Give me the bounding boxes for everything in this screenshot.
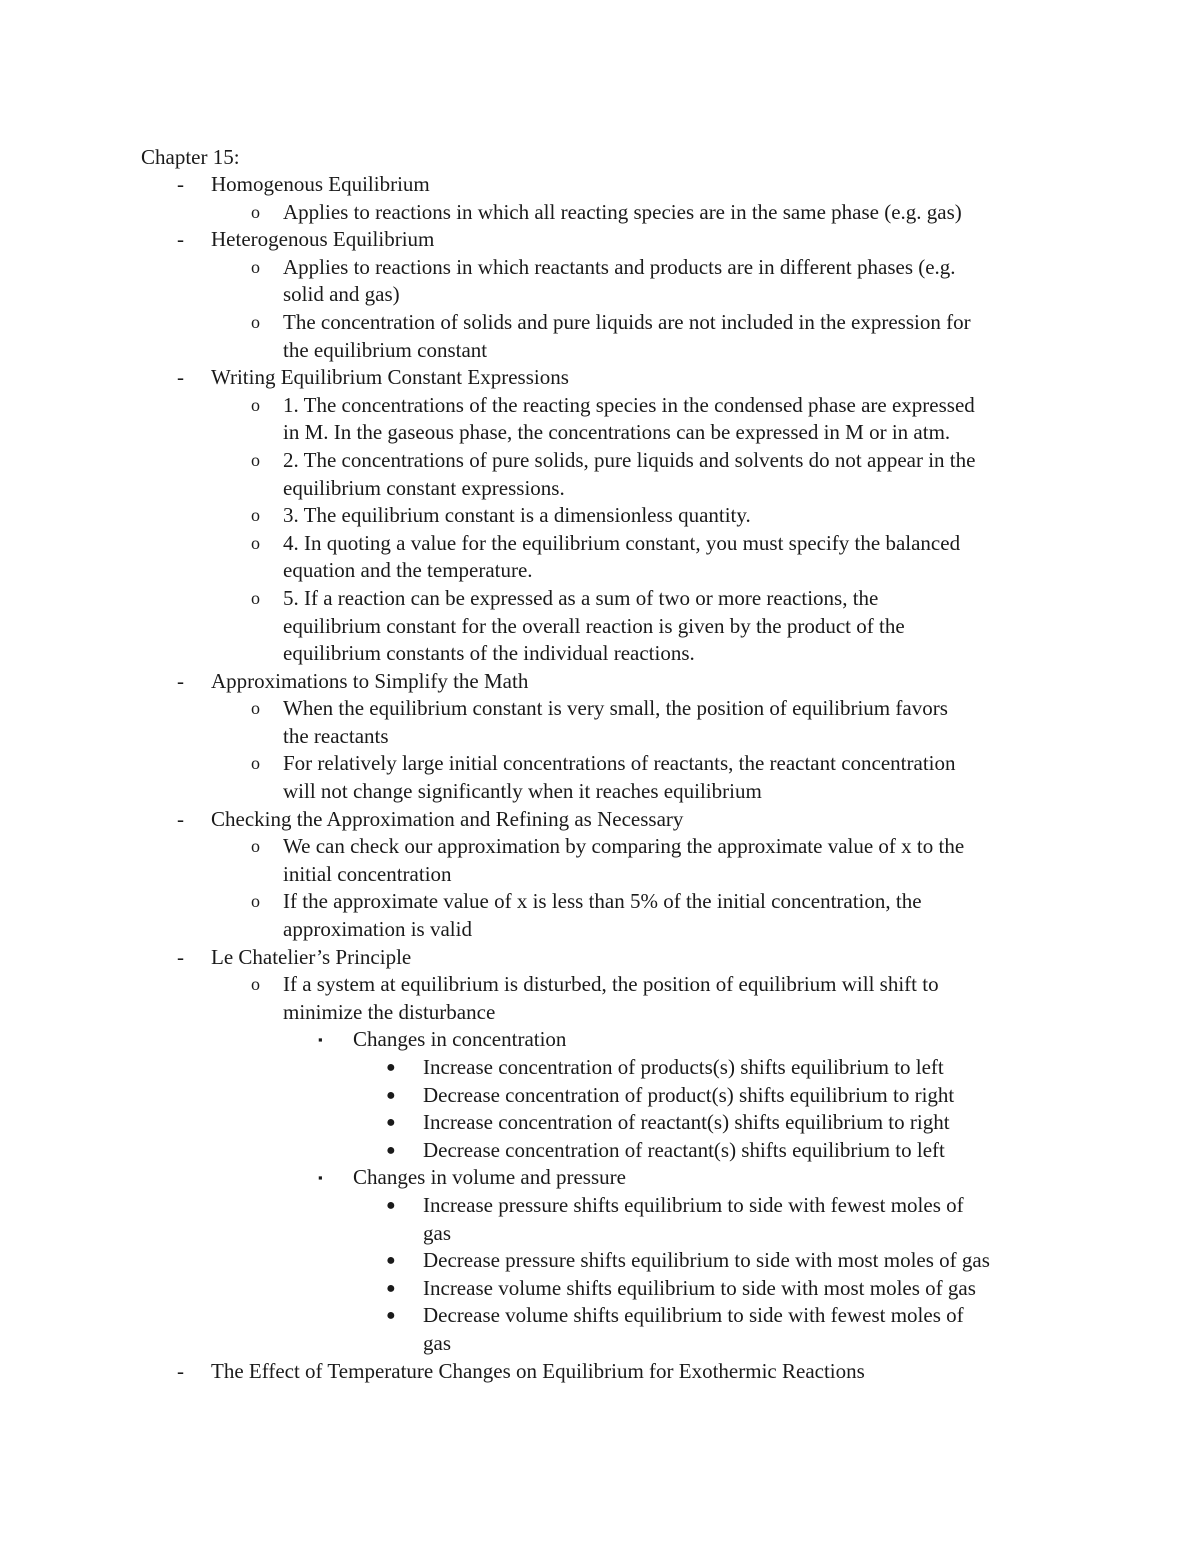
outline-item-level-2 — [0, 778, 1200, 806]
outline-item-text: For relatively large initial concentrations of reactants, the reactant concentration — [283, 751, 956, 776]
outline-item-level-2 — [0, 723, 1200, 751]
outline-item-level-3 — [0, 1164, 1200, 1192]
outline-item-level-2 — [0, 916, 1200, 944]
outline-item-level-2 — [0, 833, 1200, 861]
outline-item-text: minimize the disturbance — [283, 999, 496, 1024]
dash-bullet: - — [177, 668, 184, 693]
outline-item-level-1 — [0, 1358, 1200, 1386]
outline-item-text: the equilibrium constant — [283, 337, 488, 362]
circle-bullet-icon: o — [251, 394, 260, 415]
outline-item-level-4 — [0, 1275, 1200, 1303]
outline-item-level-2 — [0, 585, 1200, 613]
outline-item-text: The Effect of Temperature Changes on Equilibrium for Exothermic Reactions — [211, 1358, 865, 1383]
outline-item-level-4 — [0, 1109, 1200, 1137]
outline-item-level-1 — [0, 226, 1200, 254]
outline-item-text: If a system at equilibrium is disturbed, the position of equilibrium will shift to — [283, 972, 939, 997]
outline-item-level-2 — [0, 309, 1200, 337]
outline-item-text: initial concentration — [283, 861, 452, 886]
outline-item-text: Increase concentration of products(s) shifts equilibrium to left — [423, 1055, 944, 1079]
circle-bullet-icon: o — [251, 753, 260, 774]
outline-item-level-4 — [0, 1137, 1200, 1165]
outline-item-level-2 — [0, 750, 1200, 778]
outline-item-text: equilibrium constant expressions. — [283, 475, 565, 500]
outline-item-level-2 — [0, 502, 1200, 530]
outline-item-text: 1. The concentrations of the reacting species in the condensed phase are expressed — [283, 392, 975, 417]
outline-item-level-4 — [0, 1082, 1200, 1110]
circle-bullet-icon: o — [251, 587, 260, 608]
outline-item-text: Approximations to Simplify the Math — [211, 668, 529, 693]
outline-item-text: Heterogenous Equilibrium — [211, 227, 435, 252]
outline-item-text: equation and the temperature. — [283, 558, 533, 583]
outline-item-level-2 — [0, 337, 1200, 365]
outline-list — [0, 171, 1200, 1385]
outline-item-text: When the equilibrium constant is very small, the position of equilibrium favors — [283, 696, 948, 721]
outline-item-text: equilibrium constants of the individual reactions. — [283, 641, 695, 666]
outline-item-text: approximation is valid — [283, 917, 472, 942]
dash-bullet: - — [177, 1358, 184, 1383]
outline-item-text: Decrease concentration of product(s) shifts equilibrium to right — [423, 1082, 955, 1107]
outline-item-text: 2. The concentrations of pure solids, pure liquids and solvents do not appear in the — [283, 447, 976, 472]
chapter-heading: Chapter 15: — [141, 145, 240, 169]
outline-item-text: We can check our approximation by comparing the approximate value of x to the — [283, 834, 965, 859]
outline-item-level-4 — [0, 1192, 1200, 1220]
outline-item-text: Applies to reactions in which all reacting species are in the same phase (e.g. gas) — [283, 199, 962, 224]
outline-item-text: Increase pressure shifts equilibrium to side with fewest moles of — [423, 1192, 964, 1217]
outline-item-level-1 — [0, 806, 1200, 834]
outline-item-level-4 — [0, 1302, 1200, 1330]
outline-item-level-2 — [0, 613, 1200, 641]
outline-item-level-2 — [0, 861, 1200, 889]
outline-item-level-1 — [0, 944, 1200, 972]
outline-item-text: the reactants — [283, 723, 389, 748]
outline-item-text: Changes in concentration — [353, 1027, 567, 1052]
outline-item-level-2 — [0, 392, 1200, 420]
outline-item-level-4 — [0, 1247, 1200, 1275]
outline-item-level-4 — [0, 1220, 1200, 1248]
square-bullet-icon: ▪ — [318, 1170, 323, 1186]
outline-item-text: Homogenous Equilibrium — [211, 172, 430, 196]
outline-item-level-2 — [0, 530, 1200, 558]
outline-item-text: gas — [423, 1330, 451, 1355]
outline-item-text: equilibrium constant for the overall reaction is given by the product of the — [283, 613, 905, 638]
outline-item-level-2 — [0, 281, 1200, 309]
outline-item-text: Increase volume shifts equilibrium to side with most moles of gas — [423, 1275, 976, 1300]
outline-item-level-2 — [0, 557, 1200, 585]
outline-item-level-1 — [0, 668, 1200, 696]
circle-bullet-icon: o — [251, 974, 260, 995]
outline-item-level-2 — [0, 999, 1200, 1027]
circle-bullet-icon: o — [251, 201, 260, 222]
outline-item-text: will not change significantly when it reaches equilibrium — [283, 779, 762, 804]
outline-item-level-2 — [0, 199, 1200, 227]
outline-item-level-2 — [0, 254, 1200, 282]
outline-item-level-4 — [0, 1330, 1200, 1358]
circle-bullet-icon: o — [251, 449, 260, 470]
outline-item-level-2 — [0, 640, 1200, 668]
outline-item-text: 4. In quoting a value for the equilibrium constant, you must specify the balanced — [283, 530, 961, 555]
circle-bullet-icon: o — [251, 532, 260, 553]
outline-item-level-2 — [0, 888, 1200, 916]
outline-item-text: Checking the Approximation and Refining as Necessary — [211, 806, 684, 831]
dash-bullet: - — [177, 806, 184, 831]
dot-bullet-icon: ● — [386, 1252, 396, 1270]
circle-bullet-icon: o — [251, 698, 260, 719]
outline-item-level-3 — [0, 1026, 1200, 1054]
dot-bullet-icon: ● — [386, 1059, 396, 1076]
outline-item-text: in M. In the gaseous phase, the concentrations can be expressed in M or in atm. — [283, 420, 951, 445]
outline-item-level-2 — [0, 475, 1200, 503]
outline-item-level-2 — [0, 419, 1200, 447]
dot-bullet-icon: ● — [386, 1307, 396, 1325]
outline-item-text: Le Chatelier’s Principle — [211, 944, 412, 969]
dash-bullet: - — [177, 944, 184, 969]
dot-bullet-icon: ● — [386, 1279, 396, 1297]
dot-bullet-icon: ● — [386, 1196, 396, 1214]
dash-bullet: - — [177, 172, 184, 196]
circle-bullet-icon: o — [251, 256, 260, 277]
dot-bullet-icon: ● — [386, 1141, 396, 1159]
outline-item-text: Changes in volume and pressure — [353, 1165, 626, 1190]
circle-bullet-icon: o — [251, 311, 260, 332]
outline-item-text: The concentration of solids and pure liquids are not included in the expression for — [283, 309, 971, 334]
dot-bullet-icon: ● — [386, 1086, 396, 1104]
outline-item-level-4 — [0, 1054, 1200, 1082]
outline-item-text: Decrease pressure shifts equilibrium to side with most moles of gas — [423, 1248, 990, 1273]
square-bullet-icon: ▪ — [318, 1032, 323, 1048]
outline-item-level-2 — [0, 447, 1200, 475]
outline-item-level-1 — [0, 171, 1200, 199]
dash-bullet: - — [177, 365, 184, 390]
outline-item-text: Increase concentration of reactant(s) shifts equilibrium to right — [423, 1110, 950, 1135]
outline-item-text: If the approximate value of x is less than 5% of the initial concentration, the — [283, 889, 922, 914]
outline-item-text: Decrease volume shifts equilibrium to side with fewest moles of — [423, 1303, 964, 1328]
outline-item-text: 5. If a reaction can be expressed as a sum of two or more reactions, the — [283, 585, 879, 610]
outline-item-text: Applies to reactions in which reactants and products are in different phases (e.g. — [283, 254, 956, 279]
outline-item-text: solid and gas) — [283, 282, 400, 307]
dot-bullet-icon: ● — [386, 1114, 396, 1132]
circle-bullet-icon: o — [251, 836, 260, 857]
outline-item-text: 3. The equilibrium constant is a dimensionless quantity. — [283, 503, 751, 528]
outline-item-text: Decrease concentration of reactant(s) shifts equilibrium to left — [423, 1137, 945, 1162]
outline-item-level-1 — [0, 364, 1200, 392]
outline-item-level-2 — [0, 695, 1200, 723]
circle-bullet-icon: o — [251, 505, 260, 526]
outline-item-level-2 — [0, 971, 1200, 999]
outline-item-text: Writing Equilibrium Constant Expressions — [211, 365, 569, 390]
circle-bullet-icon: o — [251, 891, 260, 912]
dash-bullet: - — [177, 227, 184, 252]
outline-item-text: gas — [423, 1220, 451, 1245]
